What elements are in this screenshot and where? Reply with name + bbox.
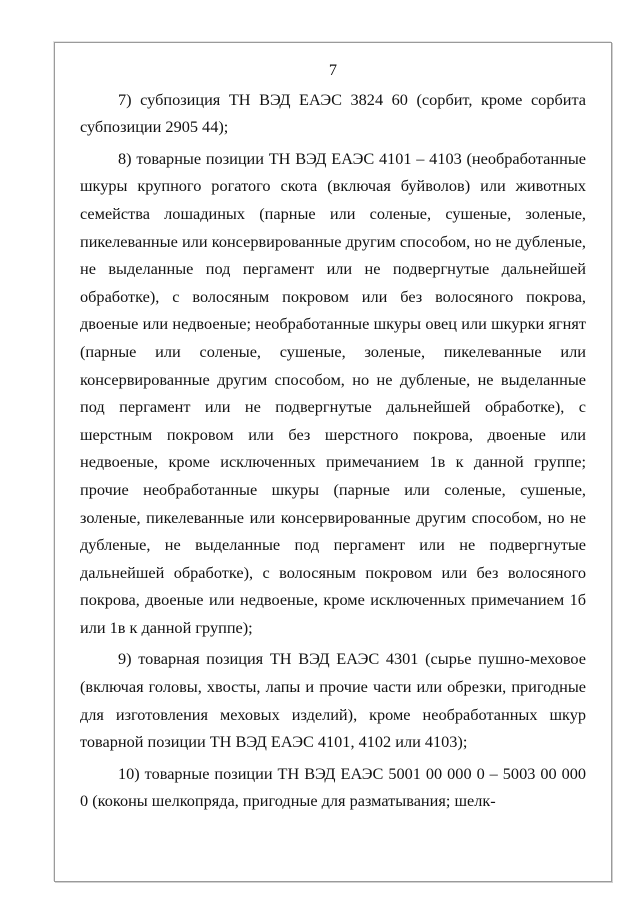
paragraph-item-10: 10) товарные позиции ТН ВЭД ЕАЭС 5001 00 000 0 – 5003 00 000 0 (коконы шелкопряда, пригодные для разматывания; шелк- bbox=[80, 763, 586, 811]
page-number: 7 bbox=[328, 60, 338, 79]
paragraph-item-7: 7) субпозиция ТН ВЭД ЕАЭС 3824 60 (сорбит, кроме сорбита субпозиции 2905 44); bbox=[80, 89, 586, 137]
paragraph-item-9: 9) товарная позиция ТН ВЭД ЕАЭС 4301 (сырье пушно-меховое (включая головы, хвосты, лапы и прочие части или обрезки, пригодные для изготовления меховых изделий), кроме необработанных шкур товарной позиции ТН ВЭД ЕАЭС 4101, 4102 или 4103); bbox=[80, 649, 586, 752]
paragraph-item-8: 8) товарные позиции ТН ВЭД ЕАЭС 4101 – 4103 (необработанные шкуры крупного рогатого скота (включая буйволов) или животных семейства лошадиных (парные или соленые, сушеные, золеные, пикелеванные или консервированные другим способом, но не дубленые, не выделанные под пергамент или не подвергнутые дальнейшей обработке), с волосяным покровом или без волосяного покрова, двоеные или недвоеные; необработанные шкуры овец или шкурки ягнят (парные или соленые, сушеные, золеные, пикелеванные или консервированные другим способом, но не дубленые, не выделанные под пергамент или не подвергнутые дальнейшей обработке), с шерстным покровом или без шерстного покрова, двоеные или недвоеные, кроме исключенных примечанием 1в к данной группе; прочие необработанные шкуры (парные или соленые, сушеные, золеные, пикелеванные или консервированные другим способом, но не дубленые, не выделанные под пергамент или не подвергнутые дальнейшей обработке), с волосяным покровом или без волосяного покрова, двоеные или недвоеные, кроме исключенных примечанием 1б или 1в к данной группе); bbox=[80, 148, 586, 637]
document-page bbox=[80, 56, 586, 819]
